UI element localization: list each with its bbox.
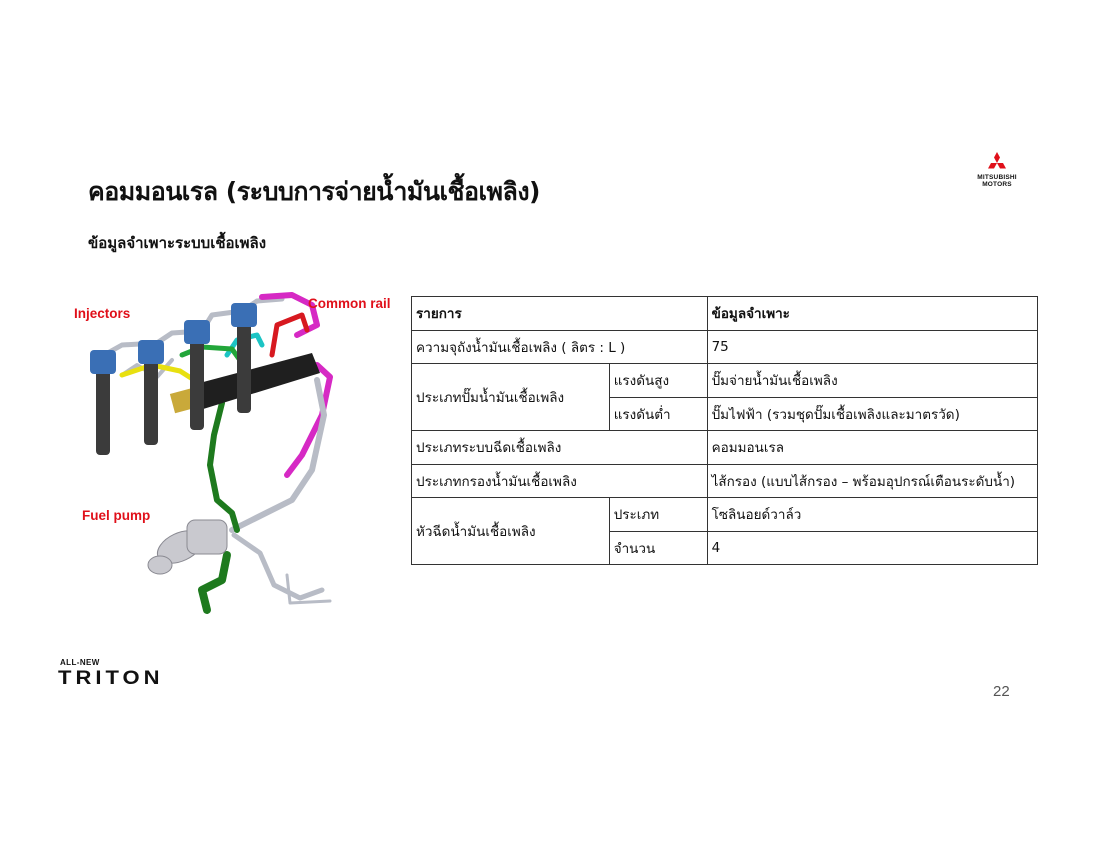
row-tank-value: 75: [707, 330, 1037, 364]
logo-line-1: MITSUBISHI: [977, 174, 1017, 181]
row-pump-item: ประเภทปั๊มน้ำมันเชื้อเพลิง: [412, 364, 610, 431]
fuel-system-diagram: [62, 285, 407, 630]
table-row: [412, 431, 1038, 465]
brand-tagline: ALL-NEW: [60, 658, 100, 667]
label-common-rail: Common rail: [308, 296, 391, 311]
row-pump-high-label: แรงดันสูง: [609, 364, 707, 398]
table-row: [412, 498, 1038, 532]
row-injector-type-label: ประเภท: [609, 498, 707, 532]
mitsubishi-logo: [968, 152, 1026, 188]
header-spec: ข้อมูลจำเพาะ: [707, 297, 1037, 331]
row-tank-item: ความจุถังน้ำมันเชื้อเพลิง ( ลิตร : L ): [412, 330, 708, 364]
row-injection-value: คอมมอนเรล: [707, 431, 1037, 465]
row-injector-type-value: โซลินอยด์วาล์ว: [707, 498, 1037, 532]
row-injector-count-value: 4: [707, 531, 1037, 565]
table-row: [412, 464, 1038, 498]
label-injectors: Injectors: [74, 306, 131, 321]
row-pump-low-label: แรงดันต่ำ: [609, 397, 707, 431]
row-injector-item: หัวฉีดน้ำมันเชื้อเพลิง: [412, 498, 610, 565]
table-row: [412, 364, 1038, 398]
three-diamonds-icon: [985, 152, 1009, 174]
page-title: คอมมอนเรล (ระบบการจ่ายน้ำมันเชื้อเพลิง): [88, 177, 540, 206]
table-header-row: [412, 297, 1038, 331]
table-row: [412, 330, 1038, 364]
page-subtitle: ข้อมูลจำเพาะระบบเชื้อเพลิง: [88, 234, 267, 252]
header-item: รายการ: [412, 297, 708, 331]
page-number: 22: [993, 683, 1010, 700]
logo-line-2: MOTORS: [982, 181, 1012, 188]
row-injection-item: ประเภทระบบฉีดเชื้อเพลิง: [412, 431, 708, 465]
brand-logo: TRITON: [58, 666, 164, 689]
row-filter-value: ไส้กรอง (แบบไส้กรอง – พร้อมอุปกรณ์เตือนระดับน้ำ): [707, 464, 1037, 498]
row-pump-high-value: ปั๊มจ่ายน้ำมันเชื้อเพลิง: [707, 364, 1037, 398]
label-fuel-pump: Fuel pump: [82, 508, 151, 523]
row-injector-count-label: จำนวน: [609, 531, 707, 565]
row-filter-item: ประเภทกรองน้ำมันเชื้อเพลิง: [412, 464, 708, 498]
row-pump-low-value: ปั๊มไฟฟ้า (รวมชุดปั๊มเชื้อเพลิงและมาตรวัด): [707, 397, 1037, 431]
spec-table: [411, 296, 1038, 565]
